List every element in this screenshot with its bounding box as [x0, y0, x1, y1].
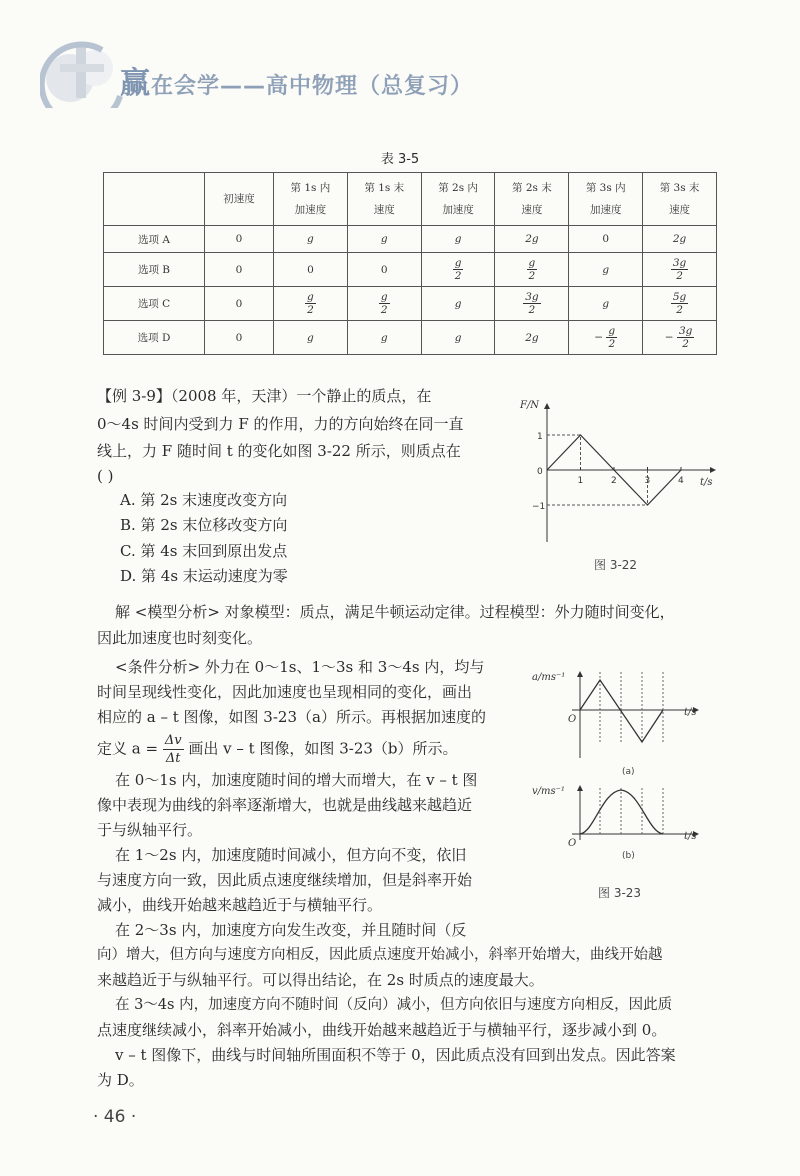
table-header-cell: 第 3s 末 速度 — [643, 173, 717, 226]
a-x-label: t/s — [684, 707, 697, 718]
table-caption: 表 3-5 — [380, 152, 420, 167]
f-x-tick-label: 1 — [577, 476, 584, 486]
solution-p2c: 相应的 a – t 图像，如图 3-23（a）所示。再根据加速度的 — [97, 708, 486, 726]
table-cell: $\frac{g}{2}$ — [421, 253, 495, 287]
figure-3-23a — [530, 668, 710, 780]
solution-p7b: 为 D。 — [97, 1071, 144, 1089]
a-origin: O — [568, 714, 577, 725]
figure-3-23-caption: 图 3-23 — [598, 886, 642, 900]
table-cell: 2g — [643, 226, 717, 253]
row-label: 选项 A — [104, 226, 205, 253]
solution-p5b: 向）增大，但方向与速度方向相反，因此质点速度开始减小，斜率开始增大，曲线开始越 — [97, 947, 663, 963]
table-cell: $\frac{5g}{2}$ — [643, 287, 717, 321]
table-cell: − $\frac{g}{2}$ — [569, 321, 643, 355]
header-title-big: 赢 — [120, 66, 151, 101]
table-cell: 0 — [569, 226, 643, 253]
figure-3-22-caption: 图 3-22 — [594, 558, 638, 572]
option-a: A. 第 2s 末速度改变方向 — [120, 491, 288, 509]
table-cell: 2g — [495, 321, 569, 355]
figure-3-22 — [510, 392, 725, 552]
solution-p3b: 像中表现为曲线的斜率逐渐增大，也就是曲线越来越趋近 — [97, 796, 473, 814]
definition-fraction: $\frac{\Delta v}{\Delta t}$ — [164, 733, 182, 766]
row-label: 选项 D — [104, 321, 205, 355]
a-subcaption: (a) — [622, 767, 635, 777]
example-answer-blank: ( ) — [97, 467, 114, 485]
solution-p4b: 与速度方向一致，因此质点速度继续增加，但是斜率开始 — [97, 871, 473, 889]
f-y-tick-label: 0 — [537, 467, 543, 477]
page-number: · 46 · — [93, 1107, 137, 1127]
table-cell: g — [421, 226, 495, 253]
option-b: B. 第 2s 末位移改变方向 — [120, 516, 288, 534]
table-row — [104, 287, 717, 321]
option-d: D. 第 4s 末运动速度为零 — [120, 567, 288, 585]
f-y-label: F/N — [520, 400, 540, 411]
table-cell: − $\frac{3g}{2}$ — [643, 321, 717, 355]
a-y-label: a/ms⁻¹ — [532, 672, 566, 683]
table-cell: $\frac{g}{2}$ — [274, 287, 348, 321]
table-row — [104, 253, 717, 287]
table-header-empty — [104, 173, 205, 226]
solution-p2a: <条件分析> 外力在 0～1s、1～3s 和 3～4s 内，均与 — [115, 658, 485, 676]
header-title-rest: 在会学——高中物理（总复习） — [151, 74, 474, 99]
table-cell: g — [569, 253, 643, 287]
solution-p6b: 点速度继续减小，斜率开始减小，曲线开始越来越趋近于与横轴平行，逐步减小到 0。 — [97, 1021, 667, 1039]
figure-3-23b — [530, 782, 710, 864]
solution-p3a: 在 0～1s 内，加速度随时间的增大而增大，在 v – t 图 — [115, 771, 478, 789]
table-cell: $\frac{g}{2}$ — [495, 253, 569, 287]
definition-prefix: 定义 a = — [97, 739, 159, 758]
solution-p4c: 减小，曲线开始越来越趋近于与横轴平行。 — [97, 896, 383, 914]
header-title — [120, 58, 473, 102]
example-line-1: 【例 3-9】（2008 年，天津）一个静止的质点，在 — [97, 387, 432, 405]
f-x-tick-label: 3 — [644, 476, 651, 486]
v-origin: O — [568, 838, 577, 849]
table-header-cell: 第 1s 末 速度 — [347, 173, 421, 226]
v-y-label: v/ms⁻¹ — [532, 786, 565, 797]
table-cell: 0 — [205, 253, 274, 287]
table-cell: $\frac{3g}{2}$ — [495, 287, 569, 321]
solution-p6a: 在 3～4s 内，加速度方向不随时间（反向）减小，但方向依旧与速度方向相反，因此质 — [115, 997, 673, 1013]
table-cell: $\frac{g}{2}$ — [347, 287, 421, 321]
table-cell: 0 — [347, 253, 421, 287]
table-header-cell: 第 2s 内 加速度 — [421, 173, 495, 226]
table-cell: g — [421, 321, 495, 355]
table-cell: 0 — [205, 226, 274, 253]
table-cell: g — [274, 321, 348, 355]
table-row — [104, 321, 717, 355]
v-x-label: t/s — [684, 831, 697, 842]
table-header-cell: 第 3s 内 加速度 — [569, 173, 643, 226]
solution-p1b: 因此加速度也时刻变化。 — [97, 629, 263, 647]
solution-p2d — [97, 732, 458, 767]
table-cell: g — [347, 226, 421, 253]
solution-p4a: 在 1～2s 内，加速度随时间减小，但方向不变，依旧 — [115, 846, 467, 864]
f-ticks — [532, 432, 684, 512]
solution-p5c: 来越趋近于与纵轴平行。可以得出结论，在 2s 时质点的速度最大。 — [97, 971, 544, 989]
example-line-2: 0～4s 时间内受到力 F 的作用，力的方向始终在同一直 — [97, 415, 464, 433]
f-x-tick-label: 4 — [678, 476, 684, 486]
table-header-cell: 初速度 — [205, 173, 274, 226]
option-c: C. 第 4s 末回到原出发点 — [120, 542, 288, 560]
row-label: 选项 B — [104, 253, 205, 287]
solution-p7a: v – t 图像下，曲线与时间轴所围面积不等于 0，因此质点没有回到出发点。因此答案 — [115, 1046, 676, 1064]
solution-p1a: 解 <模型分析> 对象模型：质点，满足牛顿运动定律。过程模型：外力随时间变化， — [115, 603, 675, 621]
example-line-3: 线上，力 F 随时间 t 的变化如图 3-22 所示，则质点在 — [97, 442, 461, 460]
table-cell: g — [569, 287, 643, 321]
table-cell: 0 — [205, 287, 274, 321]
solution-p5a: 在 2～3s 内，加速度方向发生改变，并且随时间（反 — [115, 921, 467, 939]
row-label: 选项 C — [104, 287, 205, 321]
table-cell: 0 — [274, 253, 348, 287]
table-cell: 0 — [205, 321, 274, 355]
table-header-row — [104, 173, 717, 226]
f-y-tick-label: −1 — [532, 502, 546, 512]
solution-p3c: 于与纵轴平行。 — [97, 821, 203, 839]
table-cell: $\frac{3g}{2}$ — [643, 253, 717, 287]
a-dashed-lines — [600, 672, 663, 744]
f-y-tick-label: 1 — [537, 432, 543, 442]
table-row — [104, 226, 717, 253]
table-header-cell: 第 1s 内 加速度 — [274, 173, 348, 226]
table-cell: g — [274, 226, 348, 253]
b-subcaption: (b) — [622, 851, 635, 861]
solution-p2b: 时间呈现线性变化，因此加速度也呈现相同的变化，画出 — [97, 683, 473, 701]
options-table — [103, 172, 717, 355]
header-decoration-icon — [40, 38, 130, 108]
table-cell: 2g — [495, 226, 569, 253]
table-header-cell: 第 2s 末 速度 — [495, 173, 569, 226]
f-x-tick-label: 2 — [611, 476, 617, 486]
table-cell: g — [347, 321, 421, 355]
table-cell: g — [421, 287, 495, 321]
f-x-label: t/s — [700, 477, 713, 488]
definition-suffix: 画出 v – t 图像，如图 3-23（b）所示。 — [188, 739, 458, 758]
